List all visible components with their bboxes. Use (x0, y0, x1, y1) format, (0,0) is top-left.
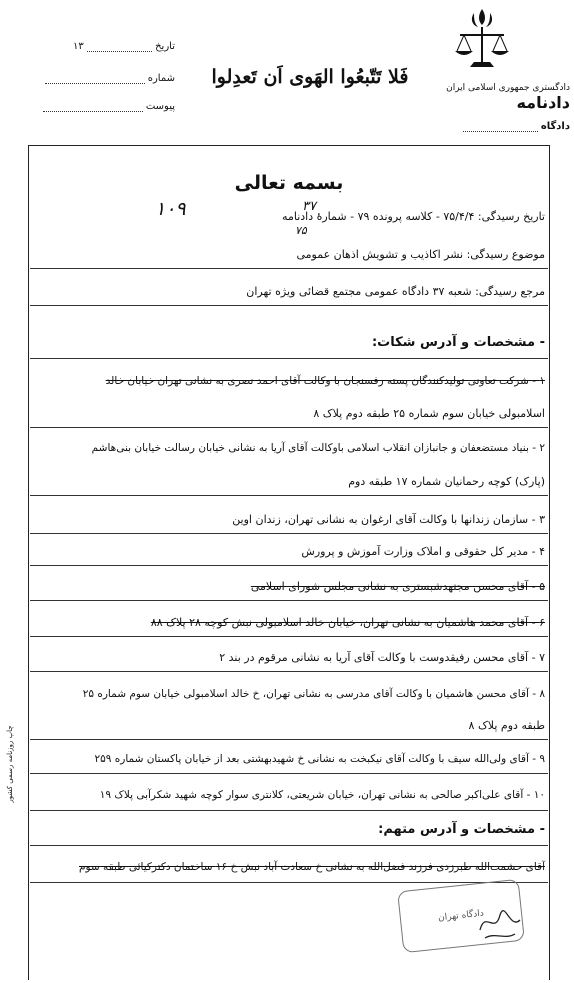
side-printer-note: چاپ روزنامه رسمی کشور (6, 725, 14, 803)
accused-heading: - مشخصات و آدرس متهم: (378, 822, 545, 837)
subject-line: موضوع رسیدگی: نشر اکاذیب و تشویش اذهان عمومی (296, 248, 545, 261)
basmala-heading: بسمه تعالی (234, 172, 344, 194)
number-field (25, 73, 175, 84)
divider (30, 305, 548, 306)
complainant-9: ۹ - آقای ولی‌الله سیف با وکالت آقای نیکبخت به نشانی خ شهیدبهشتی بعد از خیابان پاکستان شماره ۲۵۹ (94, 753, 545, 765)
complainant-5: ۵ - آقای محسن مجتهدشبستری به نشانی مجلس شورای اسلامی (250, 580, 545, 593)
complainant-1-line-2: اسلامبولی خیابان سوم شماره ۲۵ طبقه دوم پلاک ۸ (313, 407, 545, 420)
divider (30, 565, 548, 566)
divider (30, 845, 548, 846)
court-dots (463, 131, 538, 132)
court-field (400, 121, 570, 132)
divider (30, 739, 548, 740)
divider (30, 810, 548, 811)
complainant-4: ۴ - مدیر کل حقوقی و املاک وزارت آموزش و پرورش (301, 545, 545, 558)
complainant-8-line-2: طبقه دوم پلاک ۸ (468, 719, 545, 732)
complainant-8-line-1: ۸ - آقای محسن هاشمیان با وکالت آقای مدرسی به نشانی تهران، خ خالد اسلامبولی خیابان سوم شماره ۲۵ (82, 688, 545, 700)
number-label: شماره (147, 73, 175, 84)
divider (30, 427, 548, 428)
date-value: ۱۳ (72, 41, 84, 52)
divider (30, 358, 548, 359)
complainants-heading: - مشخصات و آدرس شکات: (371, 335, 545, 350)
complainant-7: ۷ - آقای محسن رفیقدوست با وکالت آقای آریا به نشانی مرقوم در بند ۲ (219, 651, 545, 664)
case-info-line: تاریخ رسیدگی: ۷۵/۴/۴ - کلاسه پرونده ۷۹ - شمارهٔ دادنامه (282, 210, 545, 223)
number-dots (45, 83, 145, 84)
quran-motto: فَلا تَتّبعُوا الهَوی اَن تَعدِلوا (211, 66, 409, 88)
accused-details: آقای حشمت‌الله طبرزدی فرزند فضل‌الله به نشانی خ سعادت آباد نبش خ ۱۶ ساختمان دکترکیائی طبقه سوم (79, 861, 545, 873)
divider (30, 773, 548, 774)
divider (30, 671, 548, 672)
date-label: تاریخ (155, 41, 175, 52)
authority-line: مرجع رسیدگی: شعبه ۳۷ دادگاه عمومی مجتمع قضائی ویژه تهران (246, 285, 545, 298)
handwritten-case-number: ۳۷ (302, 199, 316, 214)
divider (30, 533, 548, 534)
handwritten-case-year: ۷۵ (295, 224, 307, 237)
divider (30, 636, 548, 637)
complainant-2-line-2: (پارک) کوچه رحمانیان شماره ۱۷ طبقه دوم (348, 475, 545, 488)
complainant-3: ۳ - سازمان زندانها با وکالت آقای ارغوان به نشانی تهران، زندان اوین (232, 513, 545, 526)
divider (30, 495, 548, 496)
divider (30, 268, 548, 269)
attachment-label: پیوست (145, 101, 175, 112)
complainant-1-line-1: ۱ - شرکت تعاونی تولیدکنندگان پسته رفسنجان با وکالت آقای احمد نصری به نشانی تهران خیابان خالد (105, 375, 545, 387)
court-stamp: دادگاه تهران (397, 879, 525, 953)
handwritten-verdict-number: ۱۰۹ (155, 198, 186, 220)
court-label: دادگاه (540, 121, 570, 132)
iran-emblem-icon (452, 5, 512, 75)
judiciary-label: دادگستری جمهوری اسلامی ایران (446, 83, 570, 93)
complainant-6: ۶ - آقای محمد هاشمیان به نشانی تهران، خیابان خالد اسلامبولی نبش کوچه ۲۸ پلاک ۸۸ (150, 616, 545, 629)
attachment-field (25, 101, 175, 112)
complainant-2-line-1: ۲ - بنیاد مستضعفان و جانبازان انقلاب اسلامی باوکالت آقای آریا به نشانی خیابان رسالت خیابان بنی‌هاشم (91, 442, 545, 454)
complainant-10: ۱۰ - آقای علی‌اکبر صالحی به نشانی تهران، خیابان شریعتی، کلانتری سوار کوچه شهید شکرآبی پلاک ۱۹ (99, 789, 545, 801)
date-field (25, 41, 175, 52)
document-frame (28, 145, 550, 980)
attachment-dots (43, 111, 143, 112)
date-dots (87, 51, 152, 52)
signature-icon (475, 900, 525, 945)
form-title: دادنامه (516, 93, 570, 112)
divider (30, 600, 548, 601)
